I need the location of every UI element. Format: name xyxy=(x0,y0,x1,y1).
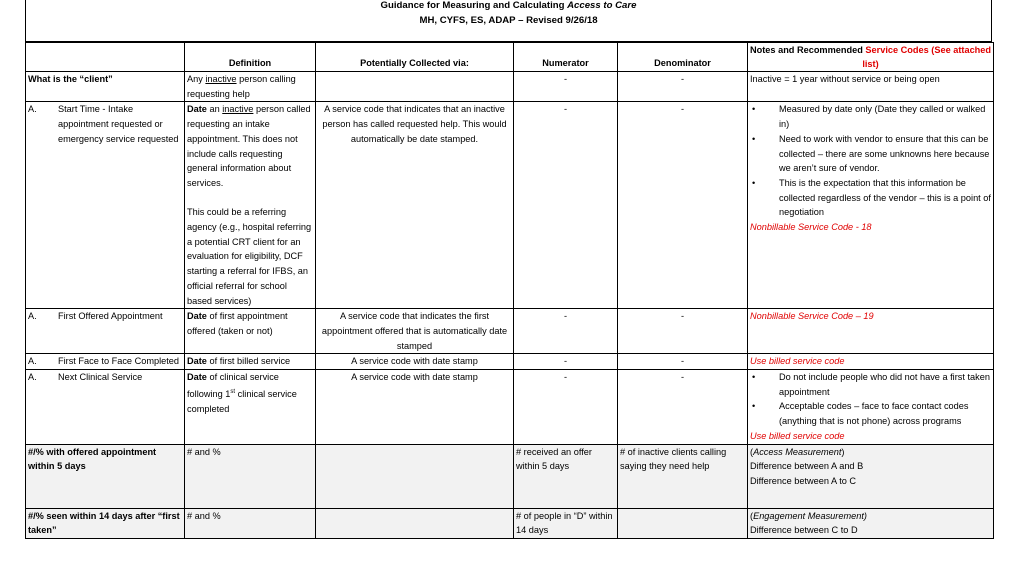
table-row-next-clinical xyxy=(26,370,994,445)
document-title xyxy=(25,0,992,42)
row-denominator xyxy=(618,508,748,538)
header-definition: Definition xyxy=(185,43,316,72)
row-label: #/% seen within 14 days after “first taken” xyxy=(26,508,185,538)
row-numerator: - xyxy=(514,72,618,102)
row-denominator: - xyxy=(618,370,748,445)
row-definition: Date an inactive person called requesting an intake appointment. This does not include calls requesting general information about services. This could be a referring agency (e.g., hospital referring a potential CRT client for an evaluation for eligibility, DCF starting a referral for IFBS, an official referral for school based services) xyxy=(185,102,316,309)
row-notes: (Engagement Measurement) Difference between C to D xyxy=(748,508,994,538)
row-collected xyxy=(316,444,514,508)
list-item: • Acceptable codes – face to face contact codes (anything that is not phone) across programs xyxy=(750,399,991,428)
row-label: What is the “client” xyxy=(26,72,185,102)
row-denominator: - xyxy=(618,309,748,354)
row-collected: A service code with date stamp xyxy=(316,354,514,370)
guidance-table xyxy=(25,42,994,539)
service-code: Use billed service code xyxy=(750,430,845,441)
header-numerator: Numerator xyxy=(514,43,618,72)
row-notes: (Access Measurement) Difference between A and B Difference between A to C xyxy=(748,444,994,508)
table-row-offered-5-days xyxy=(26,444,994,508)
service-code: Nonbillable Service Code – 19 xyxy=(748,309,994,354)
row-label: A. First Offered Appointment xyxy=(26,309,185,354)
row-definition: Any inactive person calling requesting help xyxy=(185,72,316,102)
header-notes: Notes and Recommended Service Codes (See attached list) xyxy=(748,43,994,72)
list-item: • Do not include people who did not have a first taken appointment xyxy=(750,370,991,399)
row-collected: A service code that indicates the first appointment offered that is automatically date stamped xyxy=(316,309,514,354)
list-item: • This is the expectation that this information be collected regardless of the vendor – this is a point of negotiation xyxy=(750,176,991,220)
row-notes xyxy=(748,370,994,445)
service-code: Use billed service code xyxy=(748,354,994,370)
table-row-client xyxy=(26,72,994,102)
header-collected-via: Potentially Collected via: xyxy=(316,43,514,72)
row-numerator: - xyxy=(514,354,618,370)
row-denominator: - xyxy=(618,72,748,102)
row-denominator: - xyxy=(618,102,748,309)
row-collected: A service code with date stamp xyxy=(316,370,514,445)
row-label: A. Next Clinical Service xyxy=(26,370,185,445)
row-definition: Date of first billed service xyxy=(185,354,316,370)
list-item: • Measured by date only (Date they called or walked in) xyxy=(750,102,991,131)
table-row-first-face xyxy=(26,354,994,370)
row-definition: Date of first appointment offered (taken or not) xyxy=(185,309,316,354)
table-row-first-offered xyxy=(26,309,994,354)
header-blank xyxy=(26,43,185,72)
row-collected xyxy=(316,508,514,538)
notes-bullet-list xyxy=(750,370,991,429)
row-notes: Inactive = 1 year without service or being open xyxy=(748,72,994,102)
row-collected xyxy=(316,72,514,102)
table-row-start-time xyxy=(26,102,994,309)
row-label: #/% with offered appointment within 5 days xyxy=(26,444,185,508)
header-row xyxy=(26,43,994,72)
row-denominator: - xyxy=(618,354,748,370)
header-denominator: Denominator xyxy=(618,43,748,72)
row-label: A. Start Time - Intake appointment requested or emergency service requested xyxy=(26,102,185,309)
row-definition: # and % xyxy=(185,444,316,508)
list-item: • Need to work with vendor to ensure that this can be collected – there are some unknowns here because we aren’t sure of vendor. xyxy=(750,132,991,176)
row-numerator: - xyxy=(514,309,618,354)
row-numerator: - xyxy=(514,370,618,445)
service-code: Nonbillable Service Code - 18 xyxy=(750,222,872,233)
notes-bullet-list xyxy=(750,102,991,220)
row-numerator: - xyxy=(514,102,618,309)
row-denominator: # of inactive clients calling saying they need help xyxy=(618,444,748,508)
row-collected: A service code that indicates that an inactive person has called requested help. This would automatically be date stamped. xyxy=(316,102,514,309)
row-numerator: # received an offer within 5 days xyxy=(514,444,618,508)
row-definition: Date of clinical service following 1st clinical service completed xyxy=(185,370,316,445)
row-notes xyxy=(748,102,994,309)
title-line-2: MH, CYFS, ES, ADAP – Revised 9/26/18 xyxy=(419,15,598,26)
table-row-seen-14-days xyxy=(26,508,994,538)
row-label: A. First Face to Face Completed xyxy=(26,354,185,370)
title-line-1: Guidance for Measuring and Calculating Access to Care xyxy=(380,0,637,11)
row-numerator: # of people in “D” within 14 days xyxy=(514,508,618,538)
row-definition: # and % xyxy=(185,508,316,538)
